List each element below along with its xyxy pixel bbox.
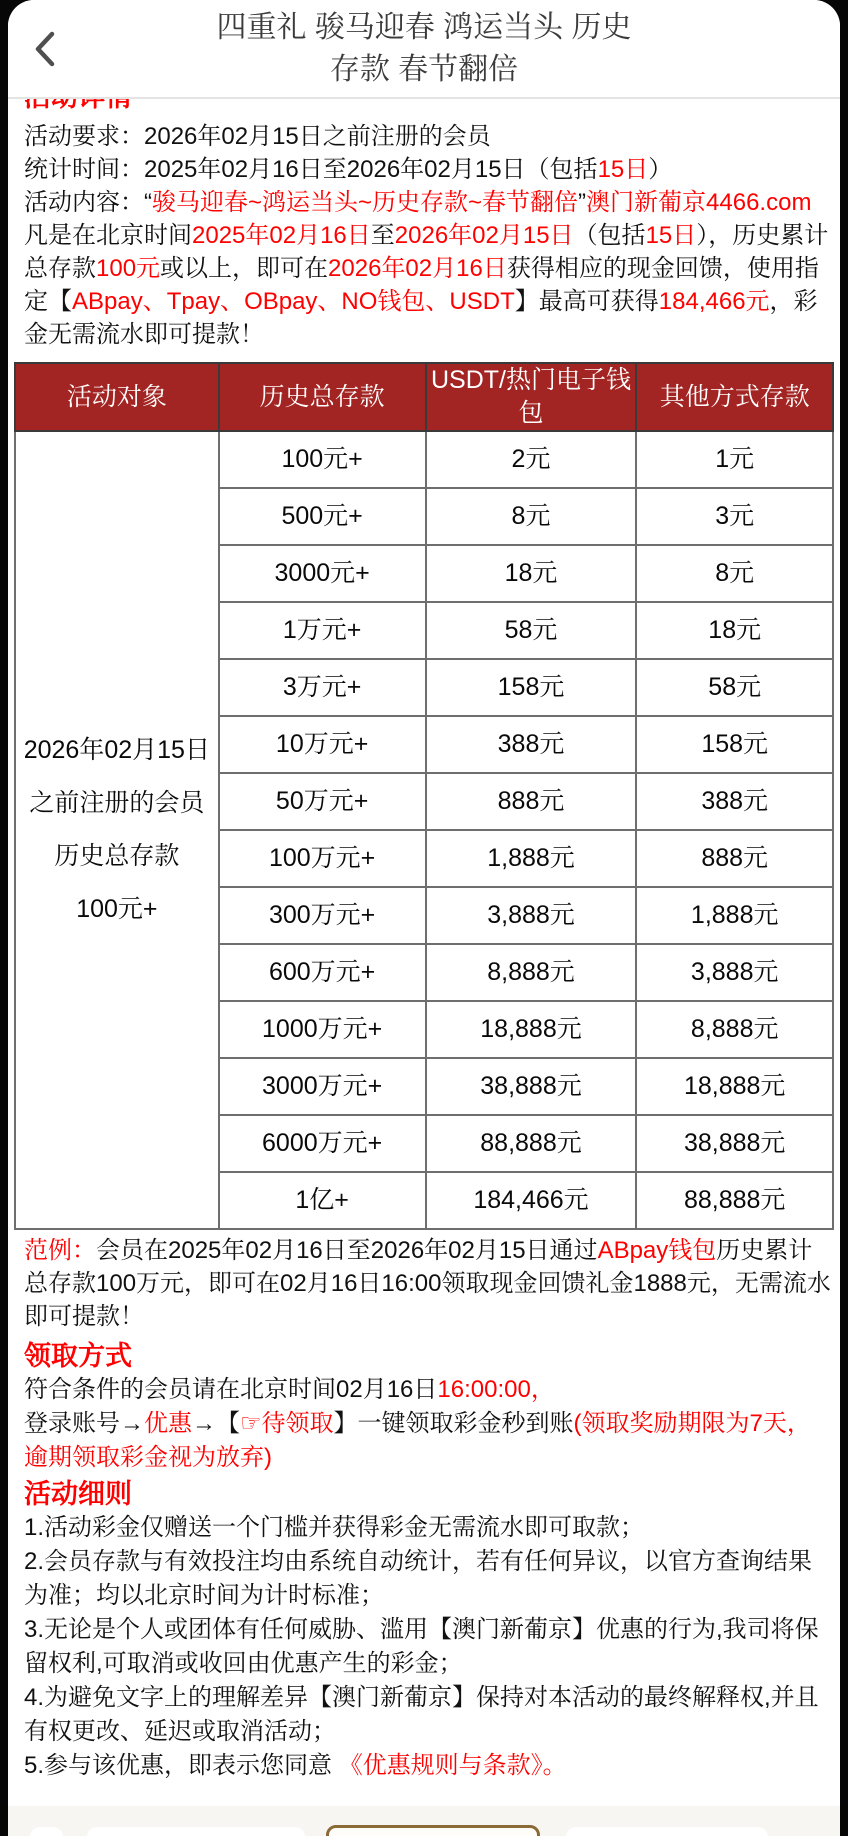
- table-cell: 18,888元: [636, 1058, 833, 1115]
- table-cell: 3万元+: [219, 659, 426, 716]
- audience-line: 2026年02月15日: [23, 736, 210, 764]
- page-card: [8, 0, 840, 1836]
- table-cell: 3,888元: [636, 944, 833, 1001]
- text-segment: 登录账号→: [24, 1410, 144, 1437]
- table-cell: 18元: [426, 545, 637, 602]
- table-cell: 2元: [426, 431, 637, 488]
- text-segment: 会员在2025年02月16日至2026年02月15日通过: [96, 1237, 598, 1264]
- table-cell: 158元: [636, 716, 833, 773]
- inline-link[interactable]: 优惠: [144, 1410, 192, 1437]
- text-segment: (领取奖励期限为7天，逾期领取彩金视为放弃): [24, 1410, 811, 1471]
- rule-item: [24, 1511, 832, 1545]
- text-segment: 3.无论是个人或团体有任何威胁、滥用【澳门新葡京】优惠的行为,我司将保留权利,可取消或收回由优惠产生的彩金；: [24, 1616, 819, 1677]
- table-cell: 1,888元: [636, 887, 833, 944]
- text-segment: ABpay、Tpay、OBpay、NO钱包、USDT: [72, 288, 515, 315]
- table-row: [15, 431, 833, 488]
- promo-content: [8, 0, 840, 1783]
- text-segment: 至: [370, 222, 395, 249]
- table-cell: 88,888元: [426, 1115, 637, 1172]
- text-segment: 骏马迎春~鸿运当头~历史存款~春节翻倍: [152, 189, 579, 216]
- text-segment: ABpay钱包: [597, 1237, 717, 1264]
- text-segment: （包括: [573, 222, 646, 249]
- text-segment: 15日: [645, 222, 697, 249]
- page-title-line1: 四重礼 骏马迎春 鸿运当头 历史: [216, 11, 632, 44]
- table-cell: 3000元+: [219, 545, 426, 602]
- col-header-other-deposit: 其他方式存款: [636, 363, 833, 431]
- table-cell: 600万元+: [219, 944, 426, 1001]
- table-cell: 3000万元+: [219, 1058, 426, 1115]
- details-block: [24, 120, 832, 351]
- table-cell: 8,888元: [636, 1001, 833, 1058]
- text-segment: 4.为避免文字上的理解差异【澳门新葡京】保持对本活动的最终解释权,并且有权更改、延迟或取消活动；: [24, 1684, 819, 1745]
- back-button[interactable]: [28, 26, 62, 72]
- table-cell: 18,888元: [426, 1001, 637, 1058]
- text-segment: 16:00:00，: [437, 1376, 555, 1403]
- table-cell: 8元: [636, 545, 833, 602]
- table-cell: 58元: [426, 602, 637, 659]
- inline-link[interactable]: 《优惠规则与条款》。: [338, 1752, 567, 1779]
- rule-item: [24, 1545, 832, 1613]
- requirement-line: [24, 120, 832, 153]
- bottom-action-bar: [8, 1806, 840, 1836]
- text-segment: 活动要求：2026年02月15日之前注册的会员: [24, 123, 491, 150]
- text-segment: 获得相应的现金回馈，使用指定【: [24, 255, 819, 315]
- text-segment: ，彩金无需流水即可提款！: [24, 288, 818, 348]
- inline-link[interactable]: ☞待领取: [240, 1410, 334, 1437]
- text-segment: 活动内容：“: [24, 189, 152, 216]
- claim-time-line: [24, 1373, 832, 1407]
- text-segment: ），历史累计总存款: [24, 222, 829, 282]
- table-cell: 1,888元: [426, 830, 637, 887]
- rule-item: [24, 1613, 832, 1681]
- table-cell: 388元: [426, 716, 637, 773]
- table-cell: 6000万元+: [219, 1115, 426, 1172]
- table-cell: 58元: [636, 659, 833, 716]
- rules-list: [24, 1511, 832, 1783]
- table-cell: 1万元+: [219, 602, 426, 659]
- text-segment: 2025年02月16日: [192, 222, 371, 249]
- text-segment: 2026年02月16日: [328, 255, 507, 282]
- text-segment: 凡是在北京时间: [24, 222, 192, 249]
- content-paragraph: [24, 186, 832, 351]
- table-cell: 500元+: [219, 488, 426, 545]
- text-segment: 15日: [597, 156, 649, 183]
- bottom-bar-button-primary[interactable]: [326, 1825, 540, 1836]
- table-cell: 888元: [636, 830, 833, 887]
- table-cell: 3,888元: [426, 887, 637, 944]
- table-cell: 388元: [636, 773, 833, 830]
- audience-cell: [15, 431, 219, 1229]
- text-segment: 符合条件的会员请在北京时间02月16日: [24, 1376, 438, 1403]
- text-segment: 2026年02月15日: [394, 222, 574, 249]
- audience-line: 历史总存款: [54, 842, 180, 870]
- claim-section-title: 领取方式: [24, 1341, 132, 1371]
- table-cell: 184,466元: [426, 1172, 637, 1229]
- table-cell: 88,888元: [636, 1172, 833, 1229]
- col-header-usdt-wallet: USDT/热门电子钱包: [426, 363, 637, 431]
- example-paragraph: [24, 1234, 832, 1333]
- text-segment: 184,466元: [658, 288, 770, 315]
- table-cell: 38,888元: [636, 1115, 833, 1172]
- page-title: [8, 0, 840, 91]
- table-cell: 38,888元: [426, 1058, 637, 1115]
- rules-section-title: 活动细则: [24, 1479, 132, 1509]
- rule-item: [24, 1681, 832, 1749]
- text-segment: →【: [192, 1410, 240, 1437]
- table-cell: 1000万元+: [219, 1001, 426, 1058]
- table-cell: 100元+: [219, 431, 426, 488]
- text-segment: ）: [648, 156, 673, 183]
- table-cell: 1亿+: [219, 1172, 426, 1229]
- text-segment: 历史累计总存款100万元，即可在02月16日16:00领取现金回馈礼金1888元，无需流水即可提款！: [24, 1237, 831, 1330]
- table-cell: 8元: [426, 488, 637, 545]
- col-header-total-deposit: 历史总存款: [219, 363, 426, 431]
- table-cell: 18元: [636, 602, 833, 659]
- table-cell: 300万元+: [219, 887, 426, 944]
- table-cell: 1元: [636, 431, 833, 488]
- bottom-bar-button-left[interactable]: [87, 1827, 305, 1836]
- page-title-line2: 存款 春节翻倍: [329, 53, 519, 86]
- claim-steps-line: [24, 1407, 832, 1475]
- rule-item: [24, 1749, 832, 1783]
- text-segment: 5.参与该优惠，即表示您同意: [24, 1752, 339, 1779]
- text-segment: 2.会员存款与有效投注均由系统自动统计，若有任何异议，以官方查询结果为准；均以北京时间为计时标准；: [24, 1548, 813, 1609]
- text-segment: ”: [578, 189, 587, 216]
- table-cell: 888元: [426, 773, 637, 830]
- text-segment: 1.活动彩金仅赠送一个门槛并获得彩金无需流水即可取款；: [24, 1514, 645, 1541]
- bottom-bar-button-right[interactable]: [566, 1827, 768, 1836]
- table-header-row: [15, 363, 833, 431]
- table-cell: 8,888元: [426, 944, 637, 1001]
- table-cell: 158元: [426, 659, 637, 716]
- text-segment: 澳门新葡京4466.com: [586, 189, 812, 216]
- bottom-bar-button-small[interactable]: [30, 1827, 63, 1836]
- table-cell: 3元: [636, 488, 833, 545]
- text-segment: 或以上，即可在: [160, 255, 329, 282]
- back-chevron-icon: [28, 26, 62, 72]
- period-line: [24, 153, 832, 186]
- text-segment: 100元: [96, 255, 161, 282]
- col-header-audience: 活动对象: [15, 363, 219, 431]
- table-cell: 50万元+: [219, 773, 426, 830]
- audience-line: 之前注册的会员: [29, 789, 205, 817]
- audience-line: 100元+: [76, 895, 158, 923]
- deposit-reward-table: [14, 362, 834, 1230]
- table-cell: 100万元+: [219, 830, 426, 887]
- page-header: [8, 0, 840, 99]
- table-cell: 10万元+: [219, 716, 426, 773]
- text-segment: 】一键领取彩金秒到账: [333, 1410, 574, 1437]
- text-segment: 统计时间：2025年02月16日至2026年02月15日（包括: [24, 156, 598, 183]
- text-segment: 】最高可获得: [514, 288, 659, 315]
- text-segment: 范例：: [24, 1237, 96, 1264]
